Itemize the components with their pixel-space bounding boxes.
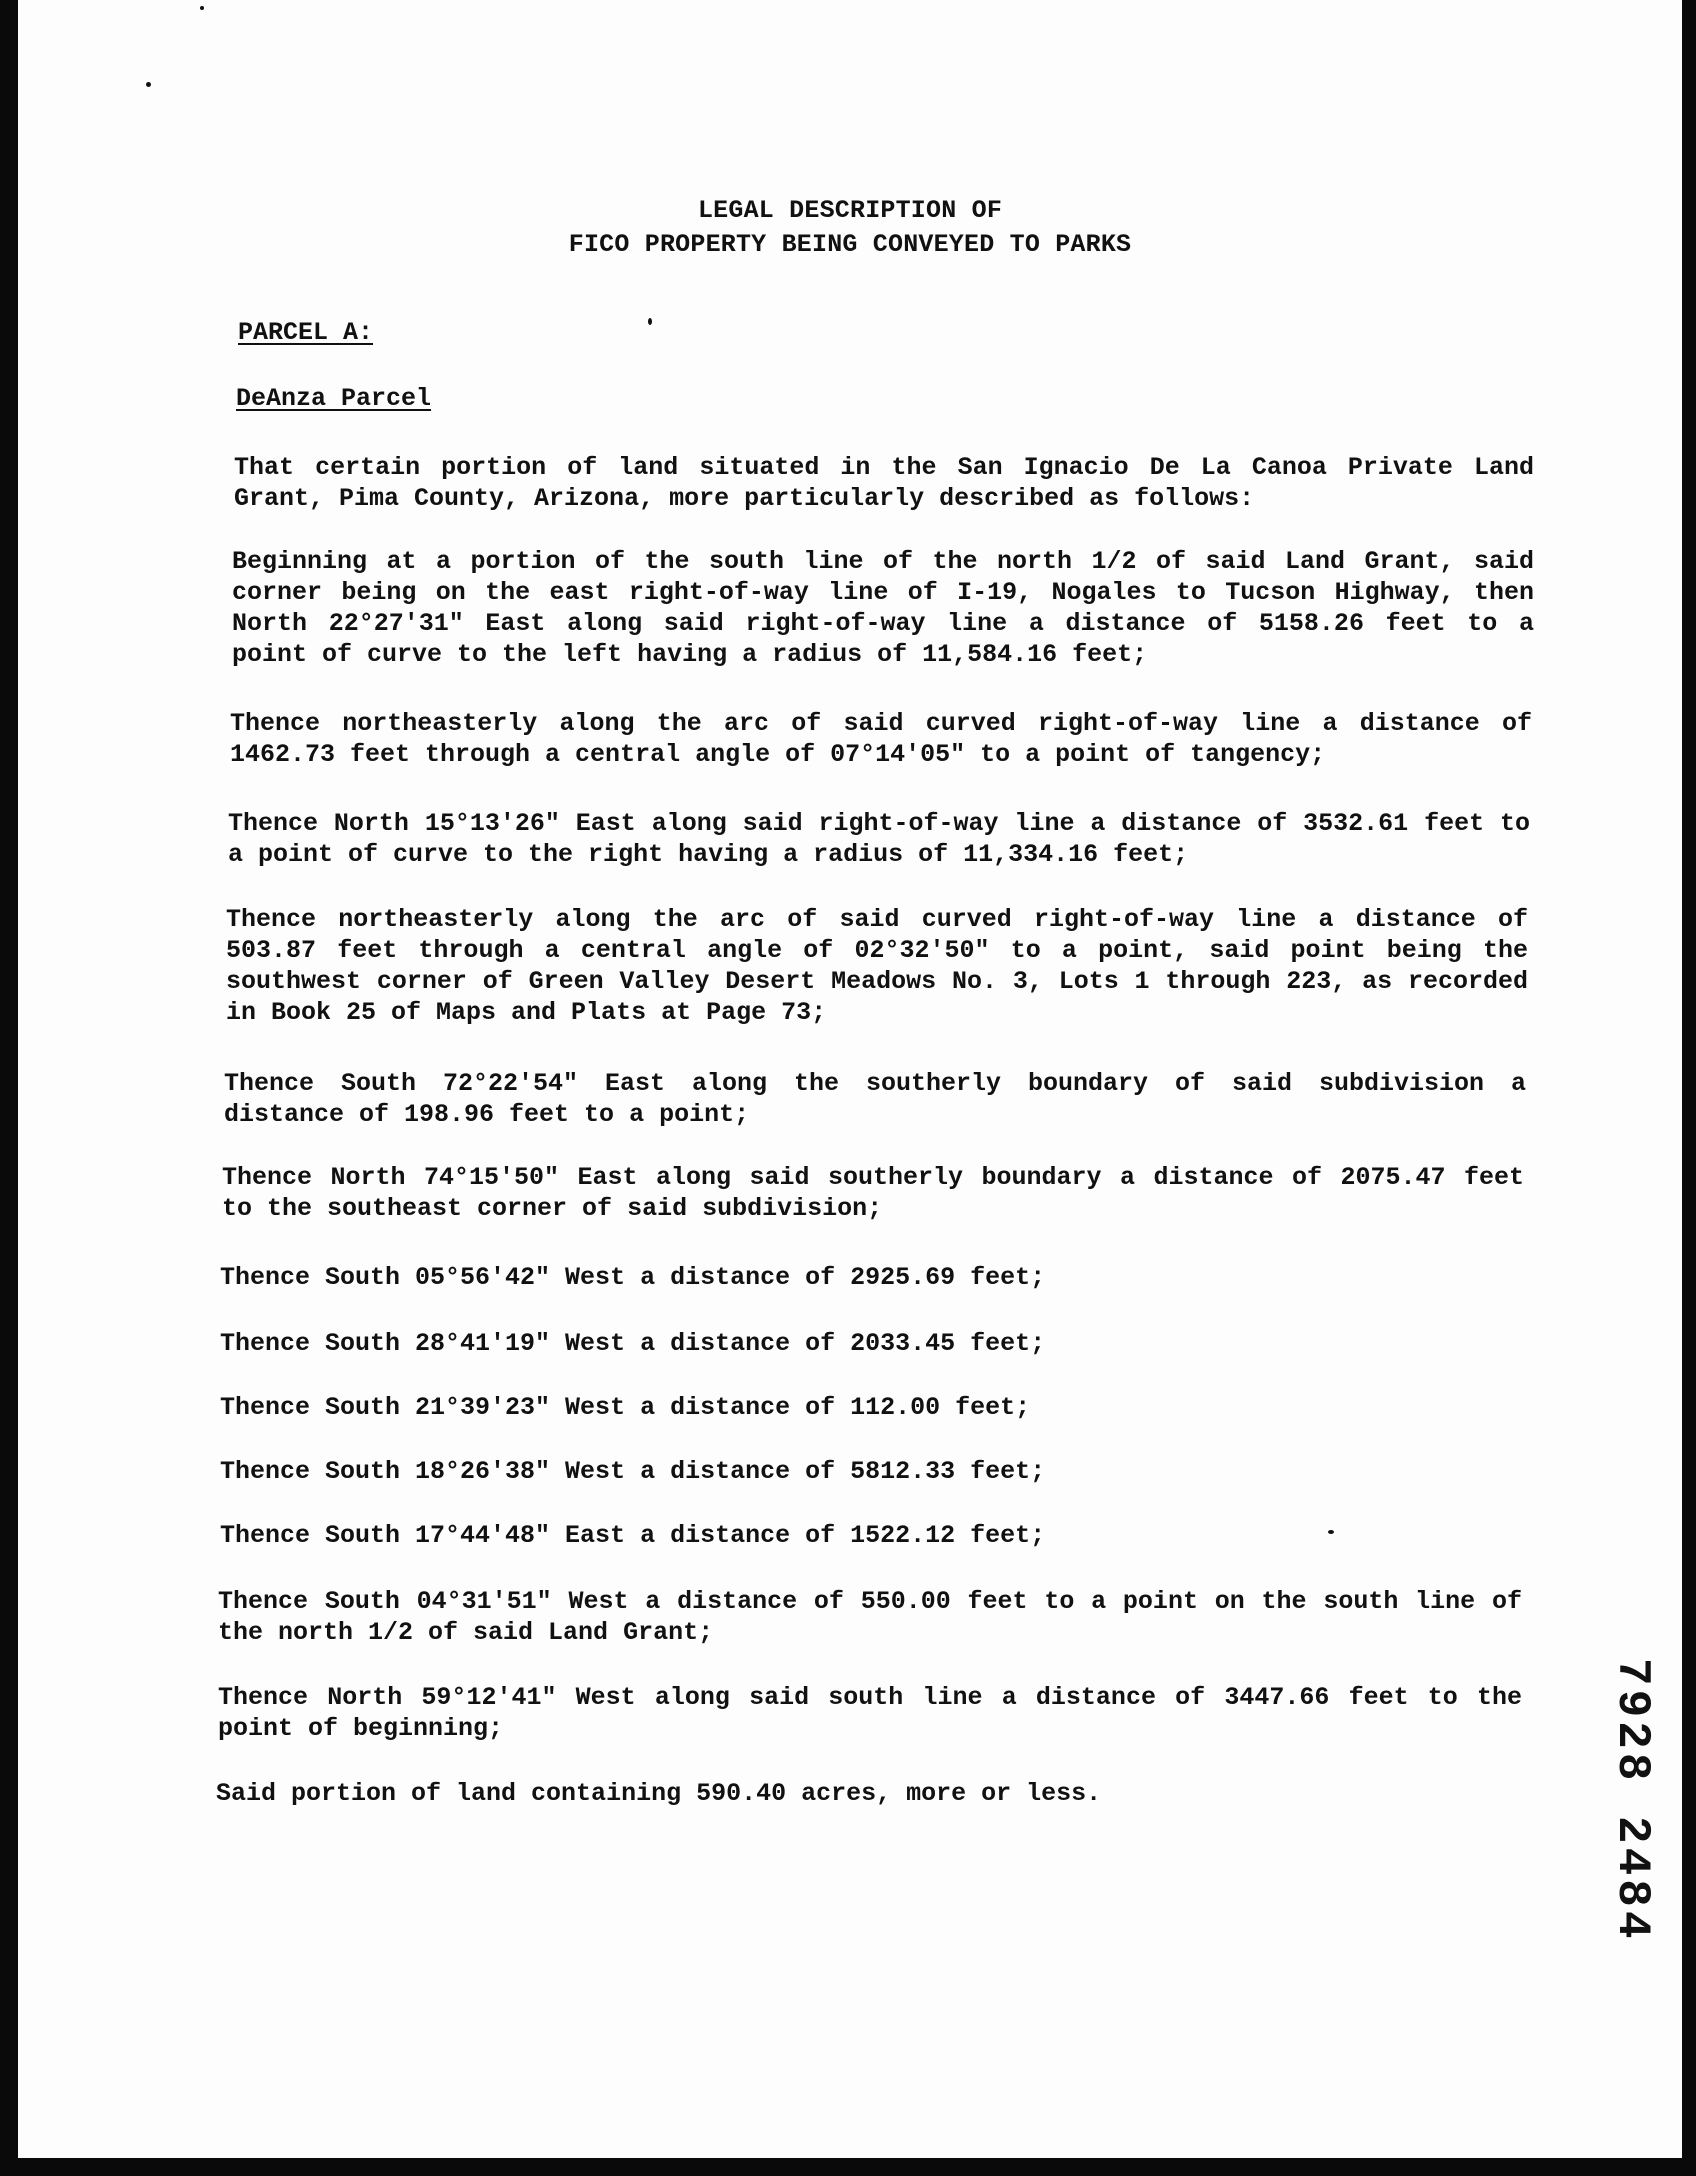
document-title-line-2: FICO PROPERTY BEING CONVEYED TO PARKS	[568, 230, 1132, 259]
paragraph-course-9: Thence South 18°26'38" West a distance of 5812.33 feet;	[220, 1457, 1046, 1486]
parcel-subheading: DeAnza Parcel	[236, 384, 432, 413]
paragraph-course-8: Thence South 21°39'23" West a distance of 112.00 feet;	[220, 1393, 1031, 1422]
scan-speck	[200, 6, 204, 10]
paragraph-acreage: Said portion of land containing 590.40 acres, more or less.	[216, 1779, 1102, 1808]
paragraph-intro: That certain portion of land situated in the San Ignacio De La Canoa Private Land Grant, Pima County, Arizona, more particularly described as follows:	[234, 453, 1534, 513]
scan-speck	[648, 318, 652, 325]
paragraph-course-11: Thence South 04°31'51" West a distance of 550.00 feet to a point on the south line of the north 1/2 of said Land Grant;	[218, 1587, 1522, 1647]
scan-border	[0, 2158, 1696, 2176]
parcel-heading: PARCEL A:	[238, 318, 374, 347]
paragraph-course-2: Thence North 15°13'26" East along said right-of-way line a distance of 3532.61 feet to a point of curve to the right having a radius of 11,334.16 feet;	[228, 809, 1530, 869]
paragraph-course-10: Thence South 17°44'48" East a distance of 1522.12 feet;	[220, 1521, 1046, 1550]
document-page	[18, 0, 1682, 2158]
paragraph-course-1: Thence northeasterly along the arc of said curved right-of-way line a distance of 1462.73 feet through a central angle of 07°14'05" to a point of tangency;	[230, 709, 1532, 769]
scan-speck	[146, 82, 151, 87]
paragraph-beginning: Beginning at a portion of the south line of the north 1/2 of said Land Grant, said corner being on the east right-of-way line of I-19, Nogales to Tucson Highway, then North 22°27'31" East along said right-of-way line a distance of 5158.26 feet to a point of curve to the left having a radius of 11,584.16 feet;	[232, 547, 1534, 669]
document-stamp-number: 7928 2484	[1606, 1658, 1658, 1943]
paragraph-course-6: Thence South 05°56'42" West a distance of 2925.69 feet;	[220, 1263, 1046, 1292]
paragraph-course-12: Thence North 59°12'41" West along said south line a distance of 3447.66 feet to the point of beginning;	[218, 1683, 1522, 1743]
paragraph-course-4: Thence South 72°22'54" East along the southerly boundary of said subdivision a distance of 198.96 feet to a point;	[224, 1069, 1526, 1129]
paragraph-course-7: Thence South 28°41'19" West a distance of 2033.45 feet;	[220, 1329, 1046, 1358]
paragraph-course-3: Thence northeasterly along the arc of said curved right-of-way line a distance of 503.87 feet through a central angle of 02°32'50" to a point, said point being the southwest corner of Green Valley Desert Meadows No. 3, Lots 1 through 223, as recorded in Book 25 of Maps and Plats at Page 73;	[226, 905, 1528, 1027]
paragraph-course-5: Thence North 74°15'50" East along said southerly boundary a distance of 2075.47 feet to the southeast corner of said subdivision;	[222, 1163, 1524, 1223]
document-title-line-1: LEGAL DESCRIPTION OF	[697, 196, 1003, 225]
